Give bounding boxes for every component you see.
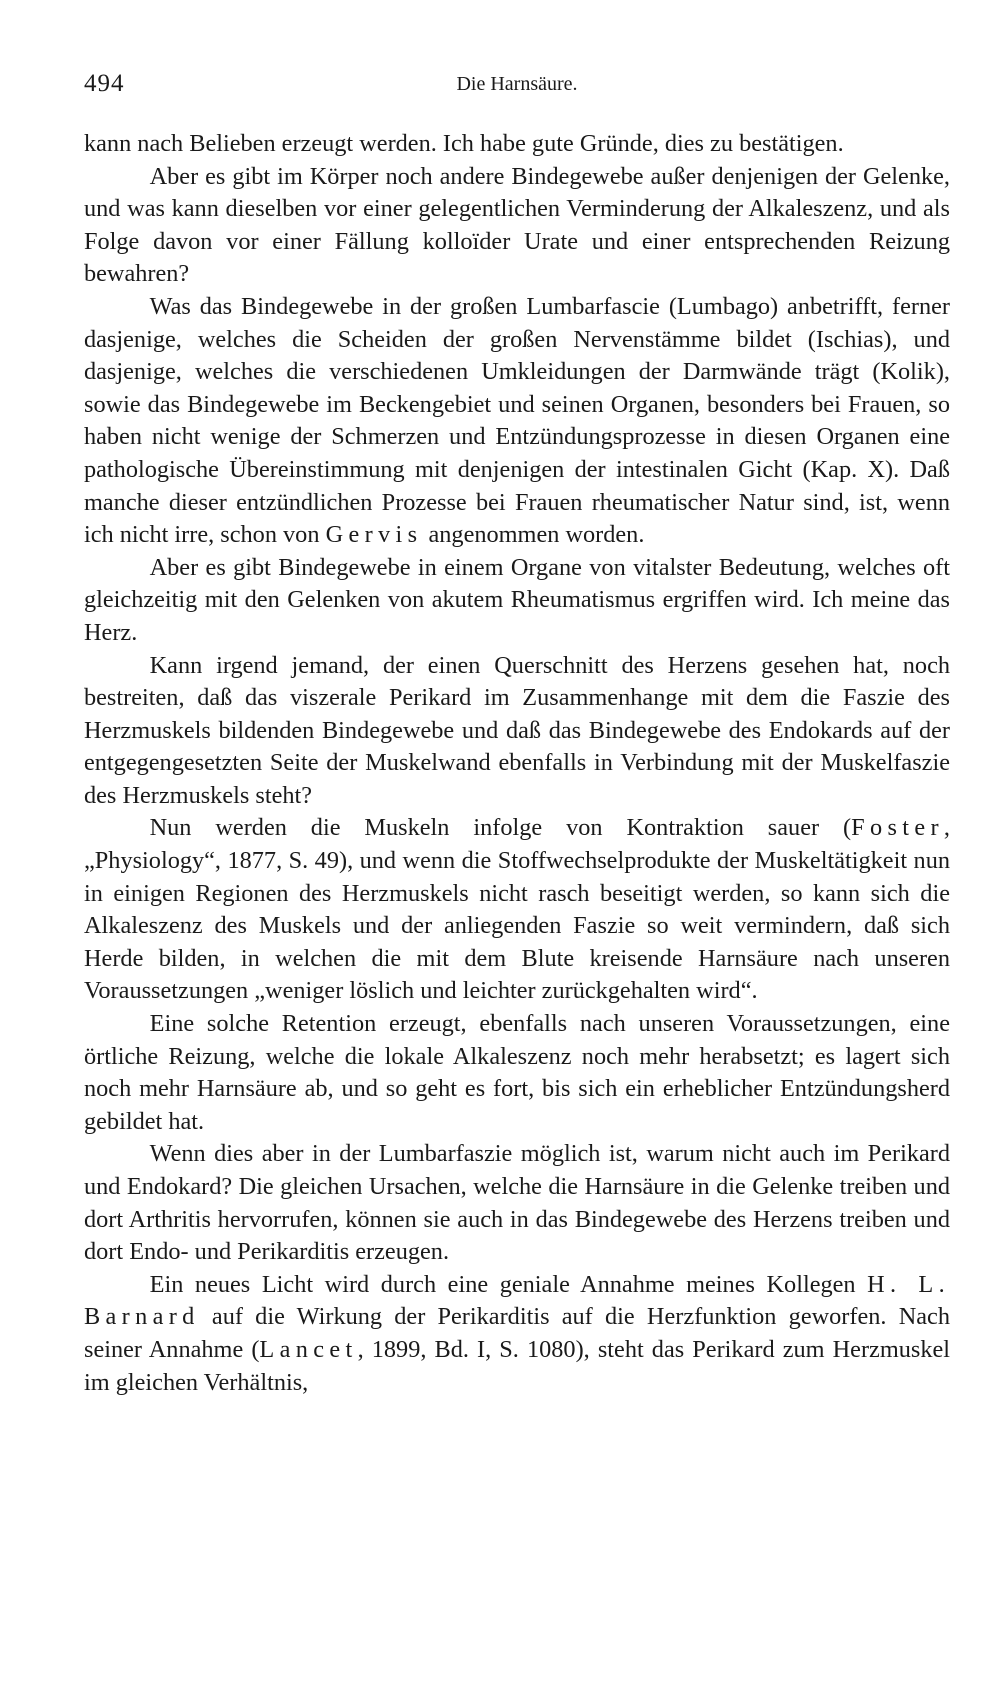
body-text — [84, 128, 950, 1399]
spaced-name: Gervis — [325, 521, 423, 549]
paragraph — [84, 812, 950, 1008]
paragraph — [84, 291, 950, 552]
text-segment: Aber es gibt Bindegewebe in einem Organe von vitalster Bedeutung, welches oft gleichzeitig mit den Gelenken von akutem Rheumatismus ergriffen wird. Ich meine das Herz. — [84, 553, 950, 646]
text-segment: angenommen worden. — [422, 521, 645, 549]
text-segment: , „Physiology“, 1877, S. 49), und wenn die Stoffwechselprodukte der Muskeltätigkeit nun in einigen Regionen des Herzmuskels nicht rasch beseitigt werden, so kann sich die Alkaleszenz des Muskels und der anliegenden Faszie so weit vermindern, daß sich Herde bilden, in welchen die mit dem Blute kreisende Harnsäure nach unseren Voraussetzungen „weniger löslich und leichter zurückgehalten wird“. — [84, 814, 950, 1005]
running-title: Die Harnsäure. — [456, 73, 578, 95]
text-segment: kann nach Belieben erzeugt werden. Ich habe gute Gründe, dies zu bestätigen. — [84, 130, 844, 157]
paragraph — [84, 552, 950, 650]
spaced-name: Foster — [851, 814, 944, 842]
text-segment: Ein neues Licht wird durch eine geniale Annahme meines Kollegen — [149, 1270, 868, 1298]
spaced-name: Lancet — [259, 1335, 358, 1363]
text-segment: Was das Bindegewebe in der großen Lumbarfascie (Lumbago) anbetrifft, ferner dasjenige, welches die Scheiden der großen Nervenstämme bildet (Ischias), und dasjenige, welches die verschiedenen Umkleidungen der Darmwände trägt (Kolik), sowie das Bindegewebe im Beckengebiet und seinen Organen, besonders bei Frauen, so haben nicht wenige der Schmerzen und Entzündungsprozesse in diesen Organen eine pathologische Übereinstimmung mit denjenigen der intestinalen Gicht (Kap. X). Daß manche dieser entzündlichen Prozesse bei Frauen rheumatischer Natur sind, ist, wenn ich nicht irre, schon von — [84, 292, 950, 549]
text-segment: auf die Wirkung der Perikarditis auf die Herzfunktion geworfen. Nach seiner Annahme ( — [84, 1303, 950, 1363]
paragraph — [84, 1138, 950, 1268]
paragraph — [84, 650, 950, 813]
spaced-name: H. L. Barnard — [84, 1270, 950, 1331]
paragraph — [84, 1269, 950, 1399]
text-segment: Aber es gibt im Körper noch andere Bindegewebe außer denjenigen der Gelenke, und was kann dieselben vor einer gelegentlichen Verminderung der Alkaleszenz, und als Folge davon vor einer Fällung kolloïder Urate und einer entsprechenden Reizung bewahren? — [84, 162, 950, 288]
paragraph-continuation — [84, 128, 950, 161]
text-segment: Kann irgend jemand, der einen Querschnitt des Herzens gesehen hat, noch bestreiten, daß das viszerale Perikard im Zusammenhange mit dem die Faszie des Herzmuskels bildenden Bindegewebe und daß das Bindegewebe des Endokards auf der entgegengesetzten Seite der Muskelwand ebenfalls in Verbindung mit der Muskelfaszie des Herzmuskels steht? — [84, 651, 950, 809]
text-segment: Eine solche Retention erzeugt, ebenfalls nach unseren Voraussetzungen, eine örtliche Reizung, welche die lokale Alkaleszenz noch mehr herabsetzt; es lagert sich noch mehr Harnsäure ab, und so geht es fort, bis sich ein erheblicher Entzündungsherd gebildet hat. — [84, 1010, 950, 1135]
paragraph — [84, 1008, 950, 1138]
text-segment: Wenn dies aber in der Lumbarfaszie möglich ist, warum nicht auch im Perikard und Endokard? Die gleichen Ursachen, welche die Harnsäure in die Gelenke treiben und dort Arthritis hervorrufen, können sie auch in das Bindegewebe des Herzens treiben und dort Endo- und Perikarditis erzeugen. — [84, 1140, 950, 1266]
paragraph — [84, 161, 950, 291]
text-segment: , 1899, Bd. I, S. 1080), steht das Perikard zum Herzmuskel im gleichen Verhältnis, — [84, 1335, 951, 1396]
page-number: 494 — [84, 70, 125, 97]
text-segment: Nun werden die Muskeln infolge von Kontraktion sauer ( — [149, 814, 852, 842]
running-head — [84, 70, 950, 110]
